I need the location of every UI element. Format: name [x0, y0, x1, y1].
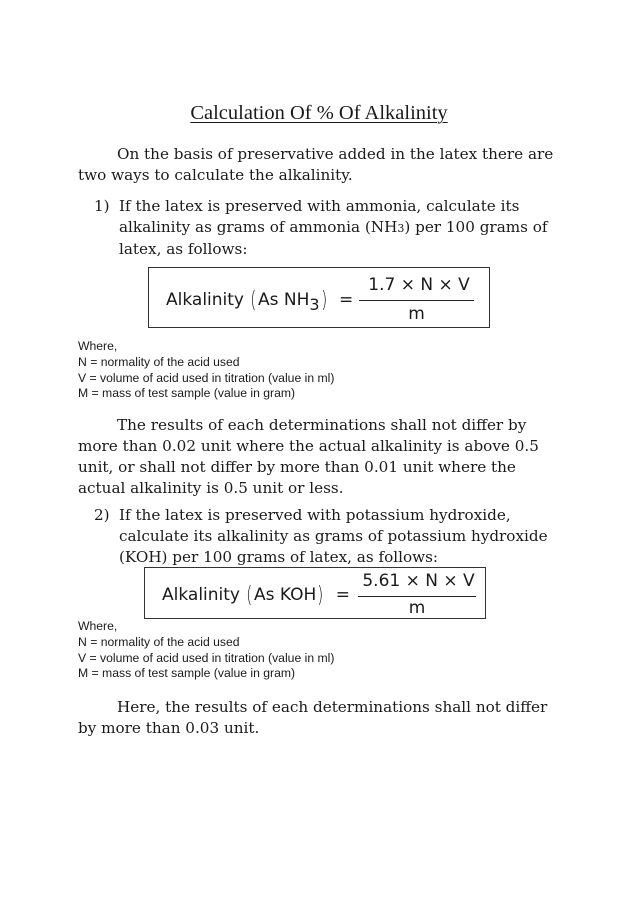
where-block-koh — [78, 619, 558, 682]
where-line-v: V = volume of acid used in titration (value in ml) — [78, 650, 335, 665]
list-item-koh — [94, 505, 564, 568]
where-line-m: M = mass of test sample (value in gram) — [78, 666, 296, 681]
formula-box-ammonia — [148, 267, 490, 328]
final-paragraph: Here, the results of each determinations shall not differ by more than 0.03 unit. — [78, 698, 548, 737]
where-line-m: M = mass of test sample (value in gram) — [78, 386, 296, 401]
where-line-n: N = normality of the acid used — [78, 634, 240, 649]
list-item-number: 2) — [94, 506, 110, 524]
list-item-text: If the latex is preserved with potassium hydroxide, calculate its alkalinity as grams of potassium hydroxide (KOH) per 100 grams of latex, as follows: — [119, 506, 548, 566]
fraction-bar — [359, 300, 474, 301]
formula-denominator: m — [408, 598, 426, 618]
formula-lhs: Alkalinity (As NH3) = — [166, 288, 354, 314]
formula-denominator: m — [408, 304, 425, 324]
subscript-three: 3 — [397, 222, 405, 235]
page-title: Calculation Of % Of Alkalinity — [190, 102, 448, 124]
where-line-n: N = normality of the acid used — [78, 354, 240, 369]
where-heading: Where, — [78, 339, 118, 353]
results-paragraph: The results of each determinations shall not differ by more than 0.02 unit where the actual alkalinity is above 0.5 unit, or shall not differ by more than 0.01 unit where the actual alkalinity is 0.5 unit or less. — [78, 416, 539, 497]
where-line-v: V = volume of acid used in titration (value in ml) — [78, 370, 335, 385]
list-item-text: If the latex is preserved with ammonia, calculate its alkalinity as grams of ammonia (NH3) per 100 grams of latex, as follows: — [119, 197, 548, 258]
where-block-ammonia — [78, 339, 558, 402]
list-item-ammonia — [94, 196, 564, 260]
fraction-bar — [358, 596, 476, 597]
formula-numerator: 5.61 × N × V — [362, 571, 475, 591]
formula-lhs: Alkalinity (As KOH) = — [162, 583, 350, 608]
list-item-number: 1) — [94, 197, 110, 215]
intro-paragraph: On the basis of preservative added in the latex there are two ways to calculate the alkalinity. — [78, 145, 554, 184]
formula-numerator: 1.7 × N × V — [368, 275, 470, 295]
formula-box-koh — [144, 567, 486, 619]
where-heading: Where, — [78, 619, 118, 633]
